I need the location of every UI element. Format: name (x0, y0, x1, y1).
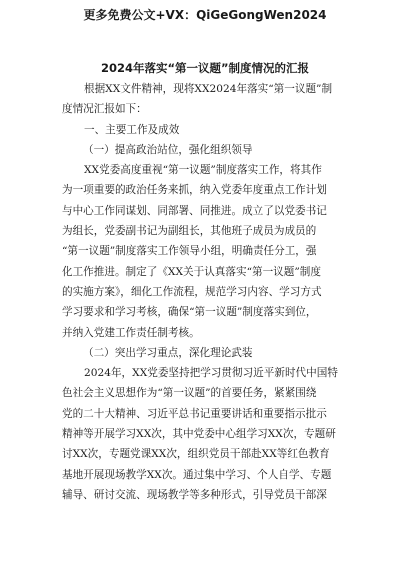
paragraph-line: 基地开展现场教学XX次。通过集中学习、个人自学、专题 (62, 468, 332, 481)
paragraph-line: 为组长，党委副书记为副组长，其他班子成员为成员的 (62, 225, 317, 238)
subsection-heading: （一）提高政治站位，强化组织领导 (83, 143, 253, 156)
paragraph-line: 学习要求和学习考核，确保“第一议题”制度落实到位， (62, 306, 317, 319)
document-body (62, 79, 362, 505)
paragraph-line: 化工作推进。制定了《XX关于认真落实“第一议题”制度 (62, 265, 321, 278)
paragraph-line: XX党委高度重视“第一议题”制度落实工作，将其作 (84, 164, 322, 177)
paragraph-line: 并纳入党建工作责任制考核。 (62, 326, 200, 339)
paragraph-line: 2024年，XX党委坚持把学习贯彻习近平新时代中国特 (84, 367, 338, 380)
paragraph-line: 精神等开展学习XX次，其中党委中心组学习XX次，专题研 (62, 428, 336, 441)
paragraph-line: 讨XX次，专题党课XX次，组织党员干部赴XX等红色教育 (62, 448, 330, 461)
paragraph-line: 辅导、研讨交流、现场教学等多种形式，引导党员干部深 (62, 488, 327, 501)
subsection-heading: （二）突出学习重点，深化理论武装 (83, 346, 253, 359)
paragraph-line: 度情况汇报如下： (62, 103, 147, 116)
paragraph-line: 与中心工作同谋划、同部署、同推进。成立了以党委书记 (62, 204, 327, 217)
paragraph-line: 党的二十大精神、习近平总书记重要讲话和重要指示批示 (62, 407, 327, 420)
paragraph-line: 的实施方案》，细化工作流程，规范学习内容、学习方式 (62, 285, 322, 298)
paragraph-line: 色社会主义思想作为“第一议题”的首要任务，紧紧围绕 (62, 387, 317, 400)
promo-header: 更多免费公文+VX：QiGeGongWen2024 (83, 8, 327, 22)
paragraph-line: 为一项重要的政治任务来抓，纳入党委年度重点工作计划 (62, 184, 327, 197)
paragraph-line: “第一议题”制度落实工作领导小组，明确责任分工，强 (62, 245, 317, 258)
paragraph-line: 根据XX文件精神，现将XX2024年落实“第一议题”制 (84, 83, 333, 95)
document-title: 2024年落实“第一议题”制度情况的汇报 (100, 61, 310, 75)
section-heading: 一、主要工作及成效 (84, 123, 180, 136)
